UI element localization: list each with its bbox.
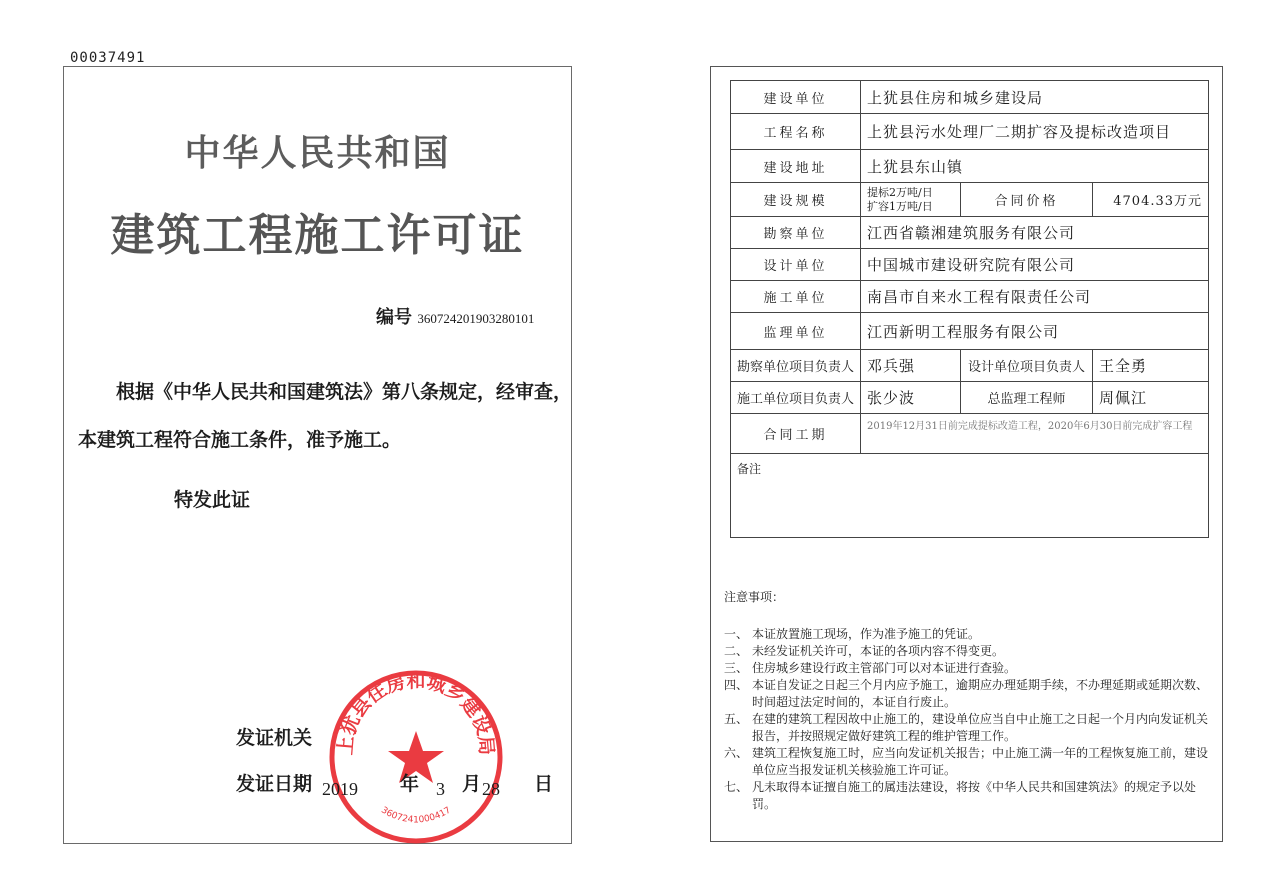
note-text: 建筑工程恢复施工时，应当向发证机关报告；中止施工满一年的工程恢复施工前，建设单位应当报发证机关核验施工许可证。: [752, 746, 1209, 777]
table-row: [731, 350, 1209, 382]
table-row: [731, 313, 1209, 350]
scale-value: [861, 183, 961, 217]
scale-line-2: 扩容1万吨/日: [867, 199, 933, 213]
certificate-serial-number: 00037491: [70, 50, 146, 66]
survey-lead-label: 勘察单位项目负责人: [731, 350, 861, 382]
chief-supervisor-label: 总监理工程师: [961, 382, 1093, 414]
address-label: 建设地址: [731, 150, 861, 183]
list-item: [724, 677, 1212, 711]
issue-month: 3: [436, 779, 445, 799]
project-label: 工程名称: [731, 114, 861, 150]
issue-year: 2019: [322, 779, 358, 799]
builder-value: 上犹县住房和城乡建设局: [861, 81, 1209, 114]
issue-date-label: 发证日期: [236, 773, 313, 795]
list-item: [724, 643, 1212, 660]
table-row: [731, 414, 1209, 454]
supervise-value: 江西新明工程服务有限公司: [861, 313, 1209, 350]
survey-label: 勘察单位: [731, 217, 861, 249]
period-label: 合同工期: [731, 414, 861, 454]
project-info-table: [730, 80, 1209, 538]
seal-code: 3607241000417: [379, 805, 453, 826]
table-row: [731, 81, 1209, 114]
permit-number-label: 编号: [376, 307, 412, 328]
list-item: [724, 711, 1212, 745]
note-text: 凡未取得本证擅自施工的属违法建设，将按《中华人民共和国建筑法》的规定予以处罚。: [752, 780, 1197, 811]
note-number: 一、: [724, 627, 749, 641]
period-value: 2019年12月31日前完成提标改造工程，2020年6月30日前完成扩容工程: [861, 414, 1209, 454]
survey-value: 江西省赣湘建筑服务有限公司: [861, 217, 1209, 249]
design-lead-label: 设计单位项目负责人: [961, 350, 1093, 382]
list-item: [724, 660, 1212, 677]
table-row: [731, 249, 1209, 281]
note-text: 未经发证机关许可，本证的各项内容不得变更。: [752, 644, 1005, 658]
notes-title: 注意事项：: [724, 590, 785, 604]
note-number: 三、: [724, 661, 749, 675]
table-row: [731, 382, 1209, 414]
note-text: 住房城乡建设行政主管部门可以对本证进行查验。: [752, 661, 1017, 675]
table-row: [731, 150, 1209, 183]
design-lead-value: 王全勇: [1093, 350, 1209, 382]
address-value: 上犹县东山镇: [861, 150, 1209, 183]
country-title: 中华人民共和国: [184, 133, 451, 174]
design-value: 中国城市建设研究院有限公司: [861, 249, 1209, 281]
price-value: 4704.33万元: [1093, 183, 1209, 217]
month-unit: 月: [462, 773, 482, 795]
note-number: 五、: [724, 712, 749, 726]
note-text: 本证放置施工现场，作为准予施工的凭证。: [752, 627, 981, 641]
design-label: 设计单位: [731, 249, 861, 281]
issue-day: 28: [482, 779, 500, 799]
table-row: [731, 454, 1209, 538]
note-text: 本证自发证之日起三个月内应予施工，逾期应办理延期手续，不办理延期或延期次数、时间超过法定时间的，本证自行废止。: [752, 678, 1209, 709]
remarks-label: 备注: [731, 454, 1209, 538]
issuer-label: 发证机关: [236, 727, 313, 749]
price-label: 合同价格: [961, 183, 1093, 217]
table-row: [731, 183, 1209, 217]
special-issue-text: 特发此证: [174, 489, 251, 511]
table-row: [731, 217, 1209, 249]
seal-text: 上犹县住房和城乡建设局: [334, 670, 498, 756]
note-number: 四、: [724, 678, 749, 692]
construct-lead-label: 施工单位项目负责人: [731, 382, 861, 414]
approval-text-line-1: 根据《中华人民共和国建筑法》第八条规定，经审查，: [116, 381, 573, 403]
builder-label: 建设单位: [731, 81, 861, 114]
construct-value: 南昌市自来水工程有限责任公司: [861, 281, 1209, 313]
notes-list: [724, 626, 1212, 813]
official-seal-icon: [326, 667, 506, 847]
year-unit: 年: [400, 773, 420, 795]
document-title: 建筑工程施工许可证: [110, 210, 525, 261]
table-row: [731, 114, 1209, 150]
list-item: [724, 745, 1212, 779]
approval-text-line-2: 本建筑工程符合施工条件，准予施工。: [78, 429, 402, 451]
scale-label: 建设规模: [731, 183, 861, 217]
survey-lead-value: 邓兵强: [861, 350, 961, 382]
construct-label: 施工单位: [731, 281, 861, 313]
scale-line-1: 提标2万吨/日: [867, 185, 933, 199]
construct-lead-value: 张少波: [861, 382, 961, 414]
certificate-front-page: [63, 66, 572, 844]
list-item: [724, 779, 1212, 813]
table-row: [731, 281, 1209, 313]
note-text: 在建的建筑工程因故中止施工的，建设单位应当自中止施工之日起一个月内向发证机关报告，并按照规定做好建筑工程的维护管理工作。: [752, 712, 1209, 743]
note-number: 二、: [724, 644, 749, 658]
chief-supervisor-value: 周佩江: [1093, 382, 1209, 414]
permit-number-value: 360724201903280101: [417, 311, 535, 326]
permit-number: [376, 303, 534, 329]
supervise-label: 监理单位: [731, 313, 861, 350]
day-unit: 日: [534, 773, 554, 795]
list-item: [724, 626, 1212, 643]
note-number: 七、: [724, 780, 749, 794]
project-value: 上犹县污水处理厂二期扩容及提标改造项目: [861, 114, 1209, 150]
note-number: 六、: [724, 746, 749, 760]
